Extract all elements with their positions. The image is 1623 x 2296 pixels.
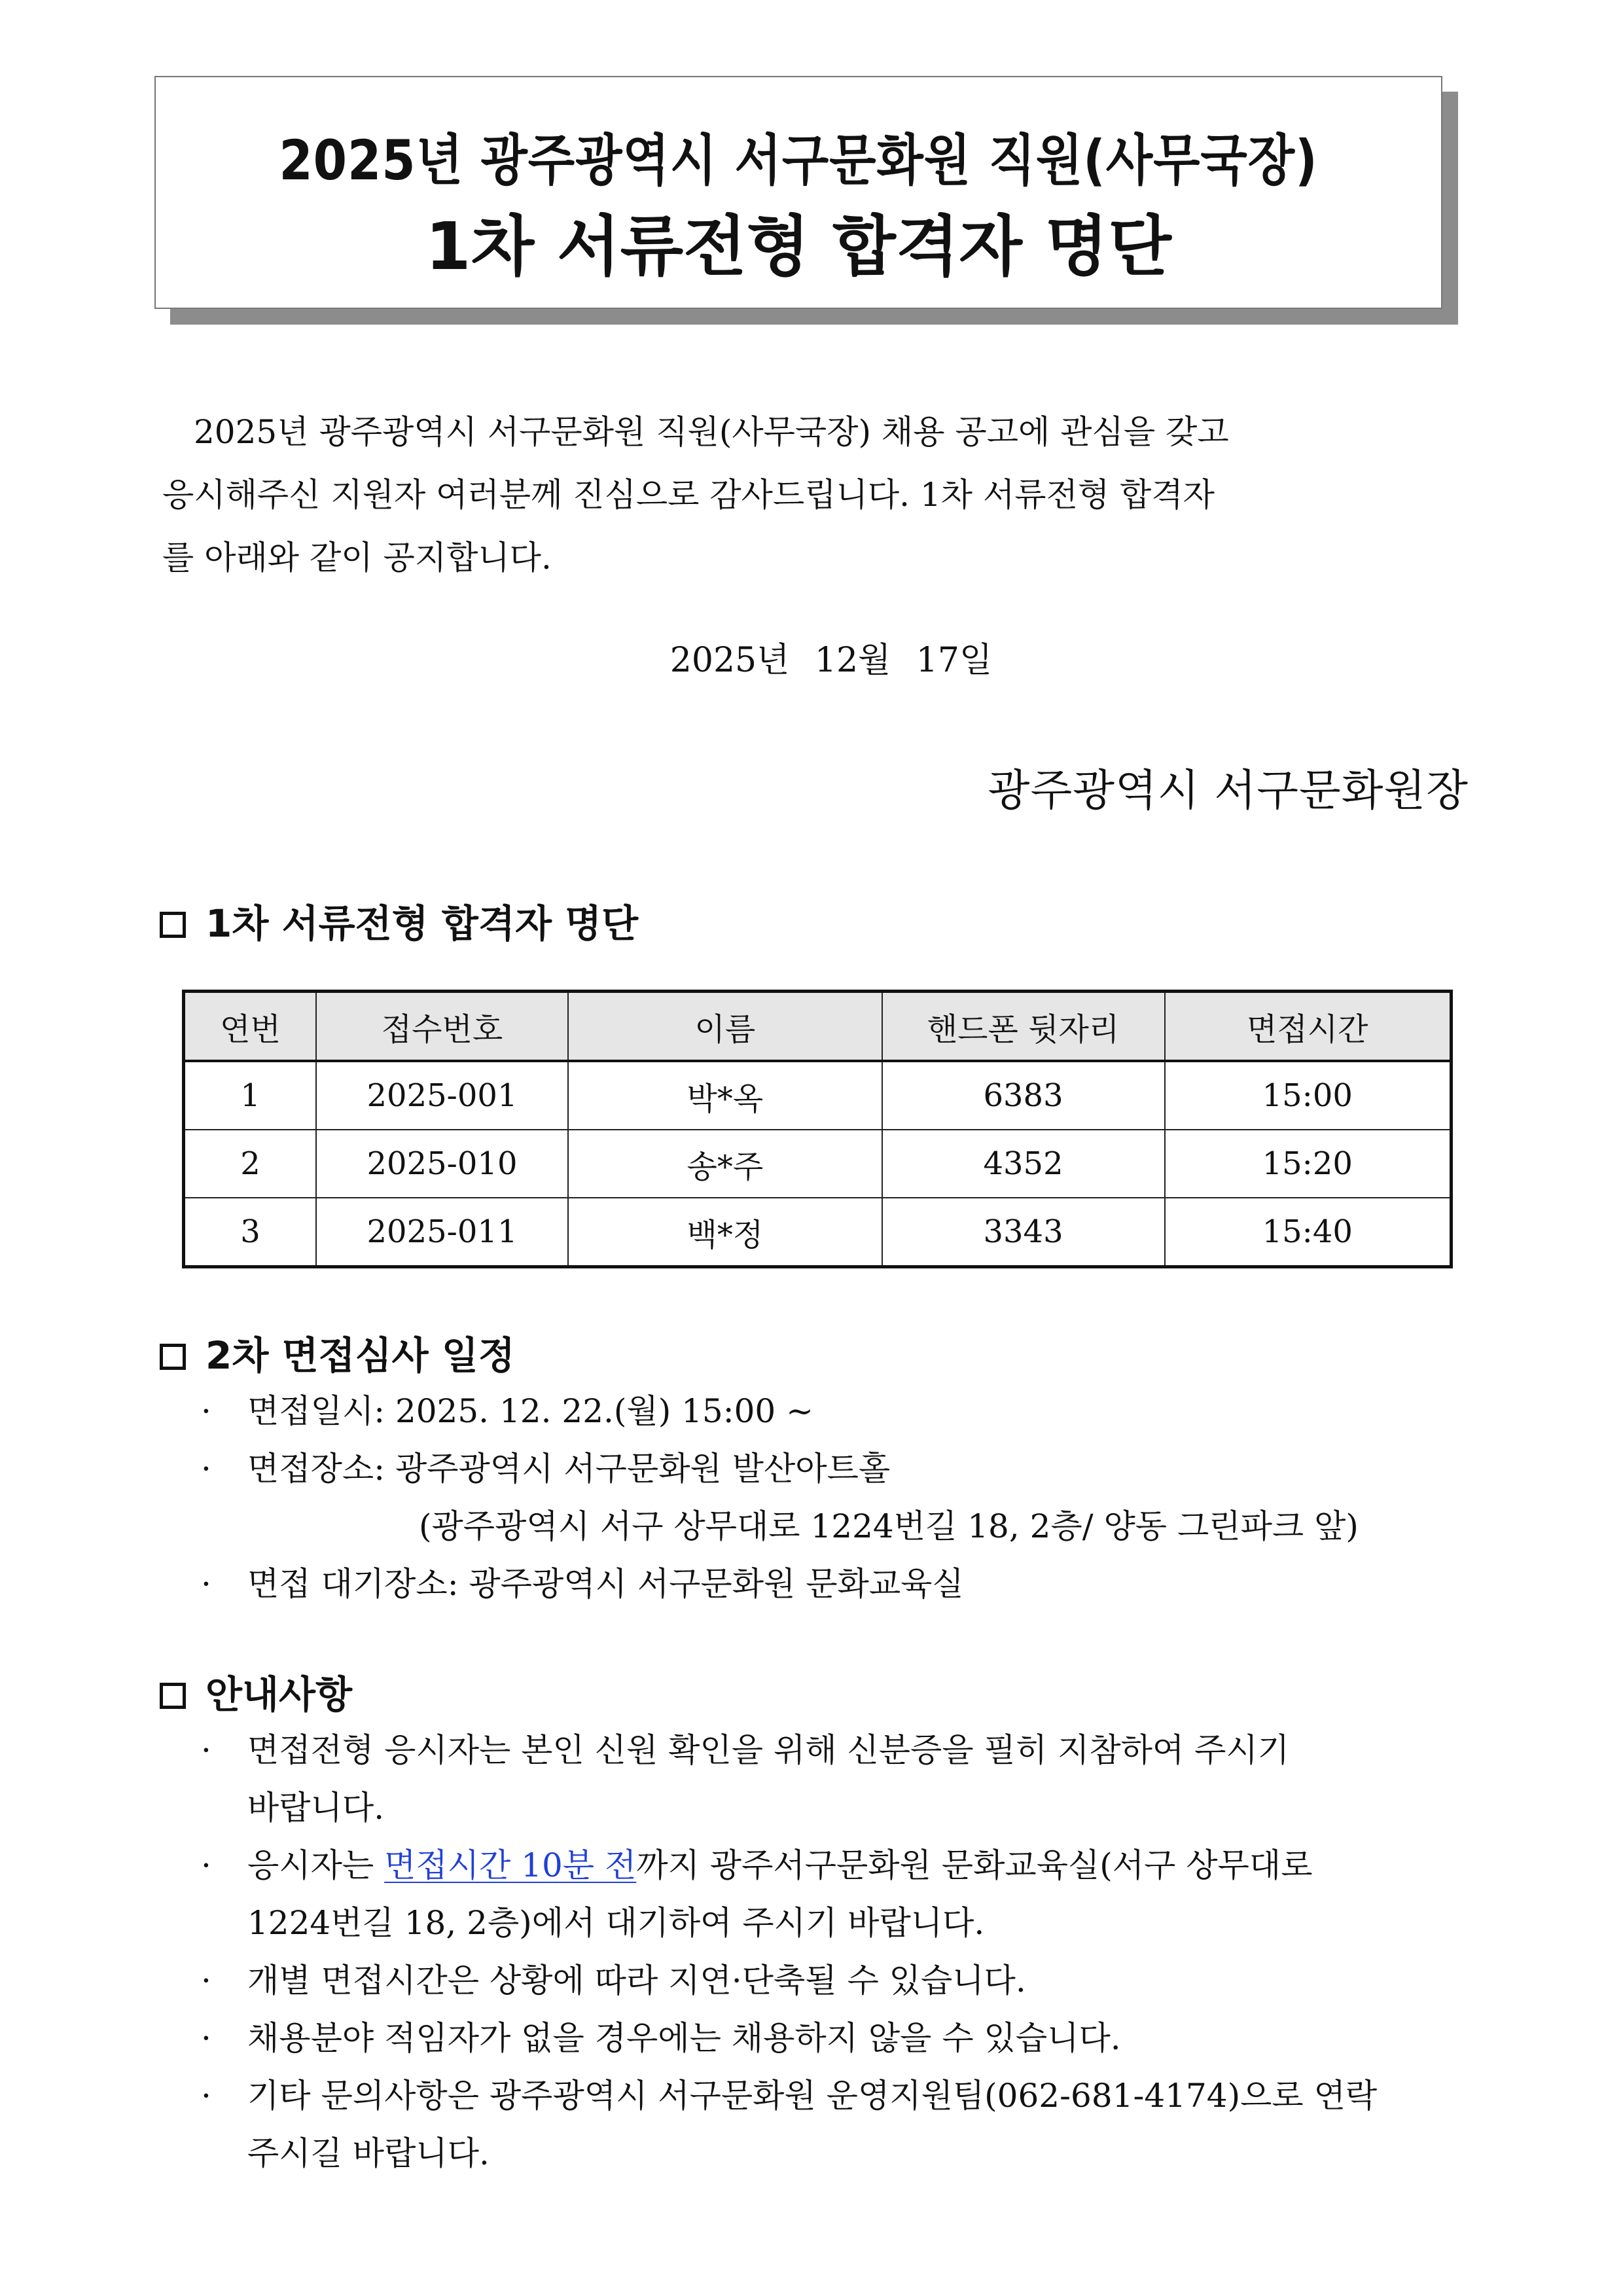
list-item <box>196 1837 1470 1952</box>
list-item <box>196 2009 1470 2067</box>
table-row <box>184 1130 1452 1198</box>
title-box <box>154 76 1442 309</box>
list-item-text: 바랍니다. <box>247 1789 385 1827</box>
list-item-text: 1224번길 18, 2층)에서 대기하여 주시기 바랍니다. <box>247 1904 985 1942</box>
intro-line-text: 2025년 광주광역시 서구문화원 직원(사무국장) 채용 공고에 관심을 갖고 <box>194 413 1229 451</box>
page-title-line1: 2025년 광주광역시 서구문화원 직원(사무국장) <box>279 128 1318 192</box>
table-cell: 송*주 <box>568 1130 882 1198</box>
column-header: 연번 <box>184 992 316 1062</box>
table-cell: 3343 <box>882 1198 1165 1267</box>
list-item-text: 개별 면접시간은 상황에 따라 지연·단축될 수 있습니다. <box>247 1962 1026 2000</box>
table-cell: 15:40 <box>1165 1198 1452 1267</box>
bullet-dot-icon: · <box>201 1962 211 2000</box>
list-item-text: 면접 대기장소: 광주광역시 서구문화원 문화교육실 <box>247 1565 964 1603</box>
checkbox-square-icon <box>160 1344 186 1370</box>
section-heading-notices <box>160 1664 352 1719</box>
list-item <box>196 1721 1470 1837</box>
section-heading-passers <box>160 893 638 948</box>
table-row <box>184 1198 1452 1267</box>
organization-signature: 광주광역시 서구문화원장 <box>988 765 1469 816</box>
intro-line: 응시해주신 지원자 여러분께 진심으로 감사드립니다. 1차 서류전형 합격자 <box>162 476 1215 514</box>
bullet-dot-icon: · <box>201 1450 211 1488</box>
checkbox-square-icon <box>160 912 186 938</box>
list-item-continuation: (광주광역시 서구 상무대로 1224번길 18, 2층/ 양동 그린파크 앞) <box>419 1507 1359 1545</box>
section-heading-text: 2차 면접심사 일정 <box>205 1333 515 1378</box>
passers-table <box>182 990 1453 1268</box>
table-cell: 4352 <box>882 1130 1165 1198</box>
bullet-dot-icon: · <box>201 1392 211 1430</box>
column-header: 면접시간 <box>1165 992 1452 1062</box>
highlighted-text: 면접시간 10분 전 <box>384 1846 637 1884</box>
list-item <box>196 2067 1470 2182</box>
interview-schedule-list <box>196 1382 1470 1613</box>
announcement-date: 2025년 12월 17일 <box>669 641 993 680</box>
checkbox-square-icon <box>160 1683 186 1709</box>
bullet-dot-icon: · <box>201 2077 211 2115</box>
intro-line: 를 아래와 같이 공지합니다. <box>162 539 552 577</box>
table-row <box>184 1061 1452 1130</box>
table-cell: 15:00 <box>1165 1061 1452 1130</box>
bullet-dot-icon: · <box>201 1565 211 1603</box>
list-item-text <box>247 1837 1470 1894</box>
table-cell: 2 <box>184 1130 316 1198</box>
text-segment: 응시자는 <box>247 1846 385 1884</box>
section-heading-text: 1차 서류전형 합격자 명단 <box>205 901 639 946</box>
list-item <box>196 1382 1470 1440</box>
table-cell: 6383 <box>882 1061 1165 1130</box>
list-item-text: 기타 문의사항은 광주광역시 서구문화원 운영지원팀(062-681-4174)으로 연락 <box>247 2077 1378 2115</box>
bullet-dot-icon: · <box>201 2019 211 2057</box>
list-item <box>196 1440 1470 1498</box>
list-item <box>196 1952 1470 2009</box>
intro-paragraph <box>162 401 1469 589</box>
section-heading-interview-schedule <box>160 1325 515 1380</box>
table-cell: 3 <box>184 1198 316 1267</box>
column-header: 이름 <box>568 992 882 1062</box>
table-cell: 1 <box>184 1061 316 1130</box>
list-item-text: 면접장소: 광주광역시 서구문화원 발산아트홀 <box>247 1450 891 1488</box>
section-heading-text: 안내사항 <box>205 1672 353 1717</box>
text-segment: 까지 광주서구문화원 문화교육실(서구 상무대로 <box>636 1846 1313 1884</box>
table-cell: 2025-010 <box>316 1130 568 1198</box>
column-header: 접수번호 <box>316 992 568 1062</box>
list-item-text: 면접전형 응시자는 본인 신원 확인을 위해 신분증을 필히 지참하여 주시기 <box>247 1731 1290 1769</box>
page-title-line2: 1차 서류전형 합격자 명단 <box>425 208 1172 285</box>
notices-list <box>196 1721 1470 2182</box>
intro-line <box>162 401 1469 463</box>
table-cell: 백*정 <box>568 1198 882 1267</box>
table-cell: 2025-011 <box>316 1198 568 1267</box>
table-cell: 2025-001 <box>316 1061 568 1130</box>
column-header: 핸드폰 뒷자리 <box>882 992 1165 1062</box>
table-cell: 15:20 <box>1165 1130 1452 1198</box>
list-item-text: 채용분야 적임자가 없을 경우에는 채용하지 않을 수 있습니다. <box>247 2019 1121 2057</box>
bullet-dot-icon: · <box>201 1846 211 1884</box>
list-item <box>196 1555 1470 1613</box>
table-header-row <box>184 992 1452 1062</box>
bullet-dot-icon: · <box>201 1731 211 1769</box>
table-cell: 박*옥 <box>568 1061 882 1130</box>
list-item-text: 주시길 바랍니다. <box>247 2134 490 2172</box>
list-item-text: 면접일시: 2025. 12. 22.(월) 15:00 ~ <box>247 1392 813 1430</box>
